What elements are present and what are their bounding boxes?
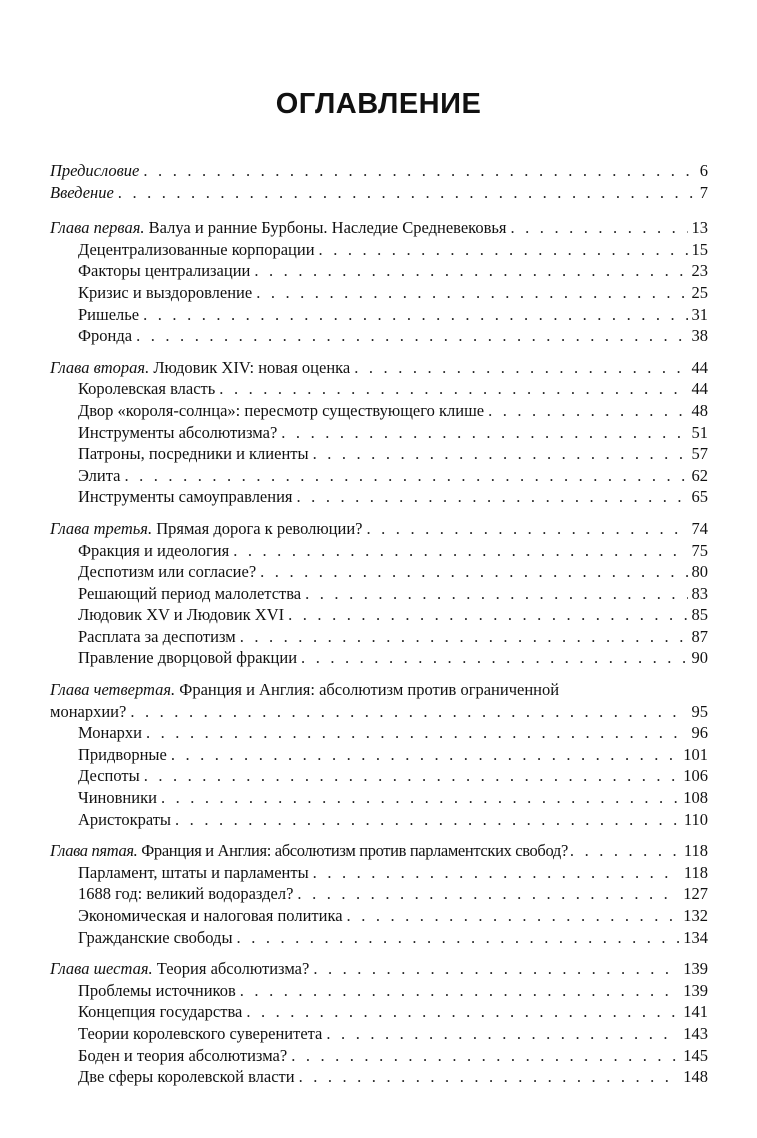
dot-leader bbox=[347, 905, 680, 927]
dot-leader bbox=[313, 958, 679, 980]
page-number: 57 bbox=[691, 444, 708, 464]
chapter-title: Валуа и ранние Бурбоны. Наследие Средневековья bbox=[144, 218, 507, 238]
dot-leader bbox=[246, 1001, 679, 1023]
page-number: 110 bbox=[683, 809, 708, 829]
page-number: 75 bbox=[691, 540, 708, 560]
dot-leader bbox=[260, 561, 687, 583]
chapter-title: Людовик XIV: новая оценка bbox=[149, 357, 351, 377]
subentry-label: Фронда bbox=[78, 326, 133, 346]
toc-subentry[interactable] bbox=[50, 561, 708, 583]
page-number: 48 bbox=[691, 400, 708, 420]
chapter-title-continuation: монархии? bbox=[50, 701, 127, 721]
subentry-label: Аристократы bbox=[78, 809, 172, 829]
dot-leader bbox=[143, 160, 695, 182]
chapter-number: Глава вторая. bbox=[50, 357, 150, 377]
dot-leader bbox=[354, 357, 687, 379]
page-number: 106 bbox=[683, 766, 708, 786]
page-number: 118 bbox=[683, 841, 708, 861]
page-number: 85 bbox=[691, 605, 708, 625]
chapter-title: Франция и Англия: абсолютизм против ограниченной bbox=[175, 680, 560, 700]
subentry-label: Расплата за деспотизм bbox=[78, 626, 236, 646]
chapter-heading[interactable] bbox=[50, 840, 708, 862]
page-number: 65 bbox=[691, 487, 708, 507]
toc-subentry[interactable] bbox=[50, 239, 708, 261]
toc-subentry[interactable] bbox=[50, 400, 708, 422]
page-number: 44 bbox=[691, 357, 708, 377]
dot-leader bbox=[130, 701, 687, 723]
dot-leader bbox=[161, 787, 679, 809]
subentry-label: Придворные bbox=[78, 744, 167, 764]
toc-chapter-6 bbox=[50, 958, 708, 1088]
toc-subentry[interactable] bbox=[50, 626, 708, 648]
subentry-label: Инструменты абсолютизма? bbox=[78, 422, 278, 442]
dot-leader bbox=[299, 1066, 680, 1088]
toc-chapter-1 bbox=[50, 217, 708, 347]
page-number: 7 bbox=[699, 182, 708, 202]
subentry-label: Королевская власть bbox=[78, 379, 216, 399]
toc-subentry[interactable] bbox=[50, 443, 708, 465]
page-number: 80 bbox=[691, 562, 708, 582]
toc-subentry[interactable] bbox=[50, 465, 708, 487]
page-number: 134 bbox=[683, 927, 708, 947]
toc-subentry[interactable] bbox=[50, 1001, 708, 1023]
subentry-label: Правление дворцовой фракции bbox=[78, 648, 298, 668]
subentry-label: Гражданские свободы bbox=[78, 927, 233, 947]
dot-leader bbox=[136, 325, 687, 347]
page-number: 87 bbox=[691, 626, 708, 646]
dot-leader bbox=[313, 443, 688, 465]
dot-leader bbox=[297, 883, 679, 905]
dot-leader bbox=[367, 518, 688, 540]
dot-leader bbox=[143, 304, 687, 326]
toc-subentry[interactable] bbox=[50, 325, 708, 347]
page-number: 15 bbox=[691, 239, 708, 259]
toc-subentry[interactable] bbox=[50, 980, 708, 1002]
toc-subentry[interactable] bbox=[50, 422, 708, 444]
chapter-heading-continuation[interactable] bbox=[50, 701, 708, 723]
toc-entry-preface[interactable] bbox=[50, 160, 708, 182]
entry-title: Предисловие bbox=[50, 161, 140, 180]
toc-chapter-3 bbox=[50, 518, 708, 669]
chapter-number: Глава третья. bbox=[50, 518, 153, 538]
page-number: 44 bbox=[691, 379, 708, 399]
toc-subentry[interactable] bbox=[50, 765, 708, 787]
page-number: 38 bbox=[691, 326, 708, 346]
toc-chapter-5 bbox=[50, 840, 708, 948]
subentry-label: Концепция государства bbox=[78, 1002, 243, 1022]
subentry-label: Фракция и идеология bbox=[78, 540, 230, 560]
chapter-number: Глава четвертая. bbox=[50, 680, 176, 700]
page-title: ОГЛАВЛЕНИЕ bbox=[275, 88, 482, 120]
toc-chapter-2 bbox=[50, 357, 708, 508]
page-number: 141 bbox=[683, 1002, 708, 1022]
chapter-heading[interactable] bbox=[50, 518, 708, 540]
dot-leader bbox=[219, 378, 687, 400]
subentry-label: Инструменты самоуправления bbox=[78, 487, 293, 507]
dot-leader bbox=[511, 217, 688, 239]
dot-leader bbox=[305, 583, 687, 605]
dot-leader bbox=[319, 239, 688, 261]
dot-leader bbox=[171, 744, 679, 766]
toc-subentry[interactable] bbox=[50, 1066, 708, 1088]
toc-subentry[interactable] bbox=[50, 1023, 708, 1045]
subentry-label: Кризис и выздоровление bbox=[78, 282, 253, 302]
dot-leader bbox=[237, 927, 680, 949]
subentry-label: Ришелье bbox=[78, 304, 140, 324]
toc-subentry[interactable] bbox=[50, 604, 708, 626]
subentry-label: Деспоты bbox=[78, 766, 140, 786]
dot-leader bbox=[240, 626, 688, 648]
page-number: 25 bbox=[691, 282, 708, 302]
subentry-label: Людовик XV и Людовик XVI bbox=[78, 605, 285, 625]
dot-leader bbox=[297, 486, 688, 508]
page-number: 108 bbox=[683, 788, 708, 808]
subentry-label: Экономическая и налоговая политика bbox=[78, 906, 343, 925]
subentry-label: Монархи bbox=[78, 723, 142, 743]
subentry-label: Решающий период малолетства bbox=[78, 583, 302, 603]
dot-leader bbox=[301, 647, 687, 669]
page-number: 118 bbox=[683, 862, 708, 882]
chapter-title: Франция и Англия: абсолютизм против парламентских свобод? bbox=[137, 841, 568, 861]
subentry-label: Факторы централизации bbox=[78, 261, 251, 281]
page-number: 31 bbox=[691, 304, 708, 324]
toc-entry-introduction[interactable] bbox=[50, 182, 708, 204]
subentry-label: Патроны, посредники и клиенты bbox=[78, 444, 309, 464]
toc-subentry[interactable] bbox=[50, 927, 708, 949]
dot-leader bbox=[233, 540, 687, 562]
toc-subentry[interactable] bbox=[50, 647, 708, 669]
chapter-heading[interactable] bbox=[50, 679, 708, 701]
chapter-number: Глава пятая. bbox=[50, 841, 138, 861]
dot-leader bbox=[175, 809, 680, 831]
toc-subentry[interactable] bbox=[50, 809, 708, 831]
dot-leader bbox=[313, 862, 680, 884]
page-number: 95 bbox=[691, 701, 708, 721]
dot-leader bbox=[118, 182, 696, 204]
subentry-label: Децентрализованные корпорации bbox=[78, 239, 315, 259]
dot-leader bbox=[288, 604, 687, 626]
page-number: 51 bbox=[691, 422, 708, 442]
page-number: 6 bbox=[699, 161, 708, 180]
subentry-label: Чиновники bbox=[78, 788, 157, 808]
toc-subentry[interactable] bbox=[50, 862, 708, 884]
page-number: 23 bbox=[691, 261, 708, 281]
toc-subentry[interactable] bbox=[50, 282, 708, 304]
subentry-label: Парламент, штаты и парламенты bbox=[78, 862, 309, 882]
page-number: 145 bbox=[683, 1045, 708, 1065]
dot-leader bbox=[144, 765, 680, 787]
chapter-title: Теория абсолютизма? bbox=[152, 959, 310, 979]
chapter-title: Прямая дорога к революции? bbox=[152, 518, 363, 538]
toc-subentry[interactable] bbox=[50, 787, 708, 809]
chapter-heading[interactable] bbox=[50, 357, 708, 379]
subentry-label: Две сферы королевской власти bbox=[78, 1067, 295, 1087]
page-number: 143 bbox=[683, 1023, 708, 1043]
chapter-number: Глава шестая. bbox=[50, 959, 153, 979]
page-number: 148 bbox=[683, 1067, 708, 1087]
page-number: 139 bbox=[683, 980, 708, 1000]
dot-leader bbox=[488, 400, 687, 422]
subentry-label: Проблемы источников bbox=[78, 980, 236, 1000]
page-number: 13 bbox=[691, 218, 708, 238]
dot-leader bbox=[291, 1045, 679, 1067]
subentry-label: Теории королевского суверенитета bbox=[78, 1023, 323, 1043]
toc-subentry[interactable] bbox=[50, 304, 708, 326]
subentry-label: Боден и теория абсолютизма? bbox=[78, 1045, 288, 1065]
dot-leader bbox=[570, 840, 682, 862]
chapter-number: Глава первая. bbox=[50, 218, 145, 238]
toc-subentry[interactable] bbox=[50, 540, 708, 562]
dot-leader bbox=[281, 422, 687, 444]
entry-title: Введение bbox=[50, 182, 114, 202]
toc-subentry[interactable] bbox=[50, 486, 708, 508]
subentry-label: 1688 год: великий водораздел? bbox=[78, 884, 294, 904]
dot-leader bbox=[254, 260, 687, 282]
page-number: 101 bbox=[683, 744, 708, 764]
toc-subentry[interactable] bbox=[50, 1045, 708, 1067]
toc-subentry[interactable] bbox=[50, 883, 708, 905]
page-number: 96 bbox=[691, 723, 708, 743]
table-of-contents bbox=[50, 160, 708, 1098]
toc-chapter-4 bbox=[50, 679, 708, 830]
subentry-label: Деспотизм или согласие? bbox=[78, 562, 257, 582]
dot-leader bbox=[146, 722, 688, 744]
dot-leader bbox=[240, 980, 679, 1002]
toc-subentry[interactable] bbox=[50, 744, 708, 766]
page-number: 139 bbox=[683, 959, 708, 979]
toc-subentry[interactable] bbox=[50, 722, 708, 744]
chapter-heading[interactable] bbox=[50, 958, 708, 980]
page-number: 127 bbox=[683, 884, 708, 904]
dot-leader bbox=[124, 465, 687, 487]
page-number: 90 bbox=[691, 648, 708, 668]
toc-subentry[interactable] bbox=[50, 583, 708, 605]
page-number: 74 bbox=[691, 518, 708, 538]
dot-leader bbox=[326, 1023, 679, 1045]
toc-subentry[interactable] bbox=[50, 378, 708, 400]
toc-front-matter bbox=[50, 160, 708, 203]
chapter-heading[interactable] bbox=[50, 217, 708, 239]
toc-subentry[interactable] bbox=[50, 905, 708, 927]
page-number: 62 bbox=[691, 465, 708, 485]
subentry-label: Элита bbox=[78, 465, 121, 485]
page-number: 83 bbox=[691, 583, 708, 603]
subentry-label: Двор «короля-солнца»: пересмотр существующего клише bbox=[78, 400, 485, 420]
page-number: 132 bbox=[683, 906, 708, 925]
toc-subentry[interactable] bbox=[50, 260, 708, 282]
dot-leader bbox=[256, 282, 687, 304]
